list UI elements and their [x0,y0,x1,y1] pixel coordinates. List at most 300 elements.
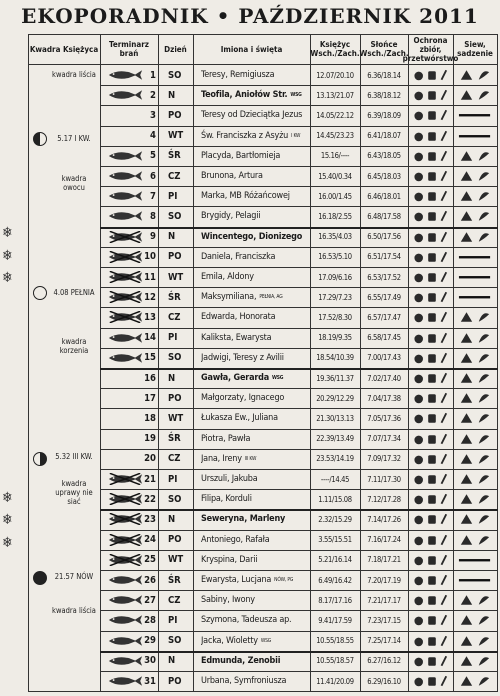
sowing-icons [458,512,492,526]
moon-rise-set: 17.09/6.16 [318,272,352,282]
table-row [28,631,498,651]
fish-icon [106,332,144,344]
sun-rise-set: 7.11/17.30 [367,474,401,484]
sun-rise-set: 6.36/18.14 [367,70,401,80]
day-number: 22 [144,493,156,505]
moon-rise-set: 10.55/18.55 [316,636,354,646]
sun-rise-set: 6.48/17.58 [367,211,401,221]
day-number: 12 [144,291,156,303]
day-note: WSG [290,92,302,99]
sowing-icons [458,230,492,244]
day-number: 1 [150,69,156,81]
fish-crossed-icon [106,311,144,323]
fish-crossed-icon [106,513,144,525]
protection-icons [413,411,451,425]
protection-icons [413,674,451,688]
weekday: SO [168,210,182,222]
sun-rise-set: 6.27/16.12 [367,656,401,666]
sowing-icons [458,533,492,547]
sowing-icons [458,310,492,324]
weekday: CZ [168,594,181,606]
fish-icon [106,89,144,101]
protection-icons [413,149,451,163]
fish-crossed-icon [106,271,144,283]
day-number: 24 [144,534,156,546]
sowing-icons [458,411,492,425]
fish-icon [106,170,144,182]
day-names: Seweryna, Marleny [201,514,286,525]
sowing-icons [458,88,492,102]
day-number: 3 [150,109,156,121]
table-row [28,651,498,671]
moon-rise-set: 3.55/15.51 [318,535,352,545]
weekday: N [168,655,176,667]
day-names: Teresy, Remigiusza [201,70,275,80]
moon-rise-set: 17.29/7.23 [318,292,352,302]
fish-crossed-icon [106,554,144,566]
protection-icons [413,189,451,203]
phase-label: 5.32 III KW. [55,452,93,461]
sun-rise-set: 7.18/17.21 [367,555,401,565]
fish-icon [106,150,144,162]
weekday: ŚR [168,574,181,586]
day-names: Małgorzaty, Ignacego [201,393,285,404]
protection-icons [413,432,451,446]
protection-icons [413,351,451,365]
table-row [28,186,498,206]
sowing-icons [458,351,492,365]
sun-rise-set: 6.51/17.54 [367,252,401,262]
weekday: PO [168,109,182,121]
table-row [28,550,498,570]
table-row [28,227,498,247]
sun-rise-set: 7.00/17.43 [367,353,401,363]
sowing-icons [458,250,492,264]
sowing-icons [458,553,492,567]
day-number: 19 [144,433,156,445]
sun-rise-set: 7.16/17.24 [367,535,401,545]
moon-rise-set: 1.11/15.08 [318,494,352,504]
header-ksiezyc: Księżyc Wsch./Zach. [310,40,360,58]
day-number: 16 [144,372,156,384]
snowflake-icon: ❄ [2,490,13,506]
day-number: 29 [144,635,156,647]
phase-label: kwadra korzenia [59,337,89,355]
day-note: WSG [260,637,272,644]
fish-icon [106,352,144,364]
sowing-icons [458,290,492,304]
header-siew: Siew, sadzenie [457,40,493,58]
fish-crossed-icon [106,291,144,303]
phase-label: kwadra liścia [52,70,96,79]
day-names: Edwarda, Honorata [201,312,276,323]
moon-rise-set: 14.05/22.12 [316,110,354,120]
day-number: 25 [144,554,156,566]
table-row [28,307,498,327]
sowing-icons [458,573,492,587]
day-number: 4 [150,130,156,142]
sun-rise-set: 7.23/17.15 [367,615,401,625]
table-row [28,671,498,691]
fish-icon [106,190,144,202]
sun-rise-set: 7.14/17.26 [367,514,401,524]
weekday: SO [168,493,182,505]
table-row [28,328,498,348]
snowflake-icon: ❄ [2,270,13,286]
table-row [28,85,498,105]
weekday: CZ [168,170,181,182]
phase-label: 4.08 PEŁNIA [53,288,95,297]
moon-rise-set: 16.18/2.55 [318,211,352,221]
day-number: 5 [150,150,156,162]
fish-crossed-icon [106,473,144,485]
weekday: N [168,372,176,384]
day-names: Szymona, Tadeusza ap. [201,615,292,626]
moon-rise-set: 22.39/13.49 [316,434,354,444]
sun-rise-set: 7.12/17.28 [367,494,401,504]
day-number: 30 [144,655,156,667]
moon-rise-set: 19.36/11.37 [316,373,354,383]
table-row [28,146,498,166]
sun-rise-set: 7.02/17.40 [367,373,401,383]
sun-rise-set: 6.57/17.47 [367,312,401,322]
table-row [28,570,498,590]
weekday: SO [168,635,182,647]
weekday: PO [168,534,182,546]
table-row [28,610,498,630]
sowing-icons [458,169,492,183]
moon-rise-set: ----/14.45 [320,474,350,484]
day-number: 7 [150,190,156,202]
weekday: PI [168,190,178,202]
weekday: ŚR [168,291,181,303]
weekday: PI [168,614,178,626]
sun-rise-set: 6.39/18.09 [367,110,401,120]
table-row [28,530,498,550]
sowing-icons [458,189,492,203]
sun-rise-set: 7.07/17.34 [367,434,401,444]
table-row [28,105,498,125]
protection-icons [413,250,451,264]
protection-icons [413,290,451,304]
weekday: N [168,231,176,243]
protection-icons [413,270,451,284]
moon-rise-set: 2.32/15.29 [318,514,352,524]
protection-icons [413,492,451,506]
day-names: Łukasza Ew., Juliana [201,413,278,424]
sun-rise-set: 7.05/17.36 [367,413,401,423]
weekday: PO [168,392,182,404]
moon-rise-set: 16.35/4.03 [318,232,352,242]
page-title: EKOPORADNIK • PAŹDZIERNIK 2011 [21,4,479,28]
moon-rise-set: 18.19/9.35 [318,333,352,343]
sun-rise-set: 6.58/17.45 [367,333,401,343]
sowing-icons [458,654,492,668]
moon-rise-set: 18.54/10.39 [316,353,354,363]
moon-rise-set: 15.40/0.34 [318,171,352,181]
header-ochrona: Ochrona zbiór, przetwórstwo [402,35,459,63]
day-names: Teresy od Dzieciątka Jezus [201,110,303,121]
protection-icons [413,331,451,345]
sowing-icons [458,149,492,163]
sowing-icons [458,209,492,223]
sowing-icons [458,331,492,345]
moon-rise-set: 9.41/17.59 [318,615,352,625]
phase-label: kwadra liścia [52,606,96,615]
moon-rise-set: 17.52/8.30 [318,312,352,322]
table-row [28,166,498,186]
moon-rise-set: 16.53/5.10 [318,252,352,262]
day-names: Placyda, Bartłomieja [201,150,281,161]
day-names: Maksymiliana, PEŁNIA, AG [201,292,283,303]
protection-icons [413,129,451,143]
day-names: Brunona, Artura [201,171,263,181]
fish-crossed-icon [106,534,144,546]
protection-icons [413,654,451,668]
sowing-icons [458,270,492,284]
sowing-icons [458,371,492,385]
snowflake-icon: ❄ [2,248,13,264]
fish-icon [106,210,144,222]
fish-icon [106,675,144,687]
moon-rise-set: 15.16/---- [320,151,350,161]
sun-rise-set: 6.38/18.12 [367,90,401,100]
weekday: PI [168,473,178,485]
protection-icons [413,553,451,567]
day-number: 14 [144,332,156,344]
sowing-icons [458,452,492,466]
table-row [28,247,498,267]
sowing-icons [458,634,492,648]
day-names: Jadwigi, Teresy z Avilii [201,352,284,363]
table-row [28,65,498,85]
day-note: I KW [291,132,301,139]
day-number: 2 [150,89,156,101]
day-number: 26 [144,574,156,586]
sowing-icons [458,68,492,82]
day-note: PEŁNIA, AG [259,294,283,301]
table-row [28,206,498,226]
fish-crossed-icon [106,231,144,243]
weekday: WT [168,130,184,142]
day-number: 20 [144,453,156,465]
moon-rise-set: 20.29/12.29 [316,393,354,403]
day-number: 27 [144,594,156,606]
protection-icons [413,613,451,627]
protection-icons [413,634,451,648]
moon-rise-set: 6.49/16.42 [318,575,352,585]
protection-icons [413,512,451,526]
weekday: WT [168,554,184,566]
sowing-icons [458,129,492,143]
table-row [28,449,498,469]
weekday: N [168,513,176,525]
moon-rise-set: 14.45/23.23 [316,131,354,141]
phase-label: kwadra uprawy nie siać [55,479,93,506]
sun-rise-set: 7.25/17.14 [367,636,401,646]
day-names: Urszuli, Jakuba [201,474,258,484]
day-names: Teofila, Aniołów Str. WSG [201,90,302,101]
day-names: Kryspina, Darii [201,554,258,565]
table-row [28,408,498,428]
calendar-table [28,34,498,692]
sun-rise-set: 6.45/18.03 [367,171,401,181]
day-number: 9 [150,231,156,243]
weekday: PO [168,675,182,687]
day-note: III KW [244,455,257,462]
weekday: WT [168,412,184,424]
table-row [28,287,498,307]
moon-rise-set: 11.41/20.09 [316,676,354,686]
table-row [28,429,498,449]
fish-icon [106,655,144,667]
weekday: PO [168,251,182,263]
weekday: N [168,89,176,101]
fish-icon [106,69,144,81]
header-kwadra: Kwadra Księżyca [29,44,99,54]
sun-rise-set: 7.04/17.38 [367,393,401,403]
moon-rise-set: 16.00/1.45 [318,191,352,201]
day-names: Wincentego, Dionizego [201,231,303,242]
day-names: Daniela, Franciszka [201,251,276,262]
table-row [28,126,498,146]
sowing-icons [458,492,492,506]
moon-rise-set: 23.53/14.19 [316,454,354,464]
day-names: Brygidy, Pelagii [201,211,261,222]
fish-icon [106,594,144,606]
sun-rise-set: 6.41/18.07 [367,131,401,141]
table-row [28,348,498,368]
sun-rise-set: 6.53/17.52 [367,272,401,282]
weekday: CZ [168,311,181,323]
protection-icons [413,88,451,102]
table-row [28,388,498,408]
day-number: 8 [150,210,156,222]
day-number: 10 [144,251,156,263]
header-terminarz: Terminarz brań [109,40,149,58]
header-imiona: Imiona i święta [220,44,283,54]
sowing-icons [458,674,492,688]
snowflake-icon: ❄ [2,535,13,551]
moon-rise-set: 10.55/18.57 [316,656,354,666]
sun-rise-set: 6.46/18.01 [367,191,401,201]
day-names: Gawła, Gerarda WSG [201,373,284,383]
day-names: Edmunda, Zenobii [201,655,281,666]
protection-icons [413,310,451,324]
day-names: Filipa, Korduli [201,494,252,505]
day-names: Sabiny, Iwony [201,595,255,606]
day-number: 17 [144,392,156,404]
day-names: Św. Franciszka z Asyżu I KW [201,130,301,141]
weekday: PI [168,332,178,344]
fish-crossed-icon [106,251,144,263]
protection-icons [413,452,451,466]
day-note: WSG [272,375,284,381]
day-number: 28 [144,614,156,626]
sowing-icons [458,613,492,627]
day-names: Ewarysta, Lucjana NÓW, PG [201,575,294,585]
day-names: Emila, Aldony [201,272,254,282]
day-number: 11 [144,271,156,283]
day-names: Urbana, Symfroniusza [201,676,287,686]
sun-rise-set: 6.50/17.56 [367,232,401,242]
header-slonce: Słońce Wsch./Zach. [359,40,409,58]
weekday: CZ [168,453,181,465]
sowing-icons [458,391,492,405]
protection-icons [413,108,451,122]
phase-label: kwadra owocu [61,174,87,192]
protection-icons [413,533,451,547]
sun-rise-set: 7.09/17.32 [367,454,401,464]
day-names: Jana, Ireny III KW [201,453,257,464]
snowflake-icon: ❄ [2,225,13,241]
day-number: 15 [144,352,156,364]
phase-label: 5.17 I KW. [57,134,91,143]
moon-rise-set: 5.21/16.14 [318,555,352,565]
table-row [28,590,498,610]
day-number: 6 [150,170,156,182]
moon-rise-set: 13.13/21.07 [316,90,354,100]
sun-rise-set: 6.55/17.49 [367,292,401,302]
weekday: WT [168,271,184,283]
sowing-icons [458,472,492,486]
sowing-icons [458,108,492,122]
day-names: Antoniego, Rafała [201,534,270,545]
moon-rise-set: 21.30/13.13 [316,413,354,423]
sowing-icons [458,593,492,607]
sowing-icons [458,432,492,446]
phase-label: 21.57 NÓW [54,572,94,581]
day-names: Jacka, Wioletty WSG [201,635,272,646]
protection-icons [413,209,451,223]
day-note: NÓW, PG [274,577,294,583]
sun-rise-set: 7.21/17.17 [367,595,401,605]
protection-icons [413,230,451,244]
fish-crossed-icon [106,493,144,505]
day-number: 13 [144,311,156,323]
weekday: SO [168,352,182,364]
protection-icons [413,68,451,82]
moon-rise-set: 12.07/20.10 [316,70,354,80]
protection-icons [413,371,451,385]
table-row [28,368,498,388]
fish-icon [106,574,144,586]
sun-rise-set: 6.29/16.10 [367,676,401,686]
day-number: 23 [144,513,156,525]
header-dzien: Dzień [164,44,187,54]
day-names: Marka, MB Różańcowej [201,191,290,202]
fish-icon [106,614,144,626]
protection-icons [413,391,451,405]
day-names: Kaliksta, Ewarysta [201,332,272,343]
weekday: ŚR [168,150,181,162]
snowflake-icon: ❄ [2,512,13,528]
day-number: 31 [144,675,156,687]
protection-icons [413,472,451,486]
day-number: 21 [144,473,156,485]
fish-icon [106,635,144,647]
weekday: SO [168,69,182,81]
day-number: 18 [144,412,156,424]
sun-rise-set: 6.43/18.05 [367,151,401,161]
protection-icons [413,573,451,587]
day-names: Piotra, Pawła [201,433,251,444]
table-row [28,509,498,529]
moon-rise-set: 8.17/17.16 [318,595,352,605]
table-row [28,469,498,489]
table-row [28,489,498,509]
table-row [28,267,498,287]
